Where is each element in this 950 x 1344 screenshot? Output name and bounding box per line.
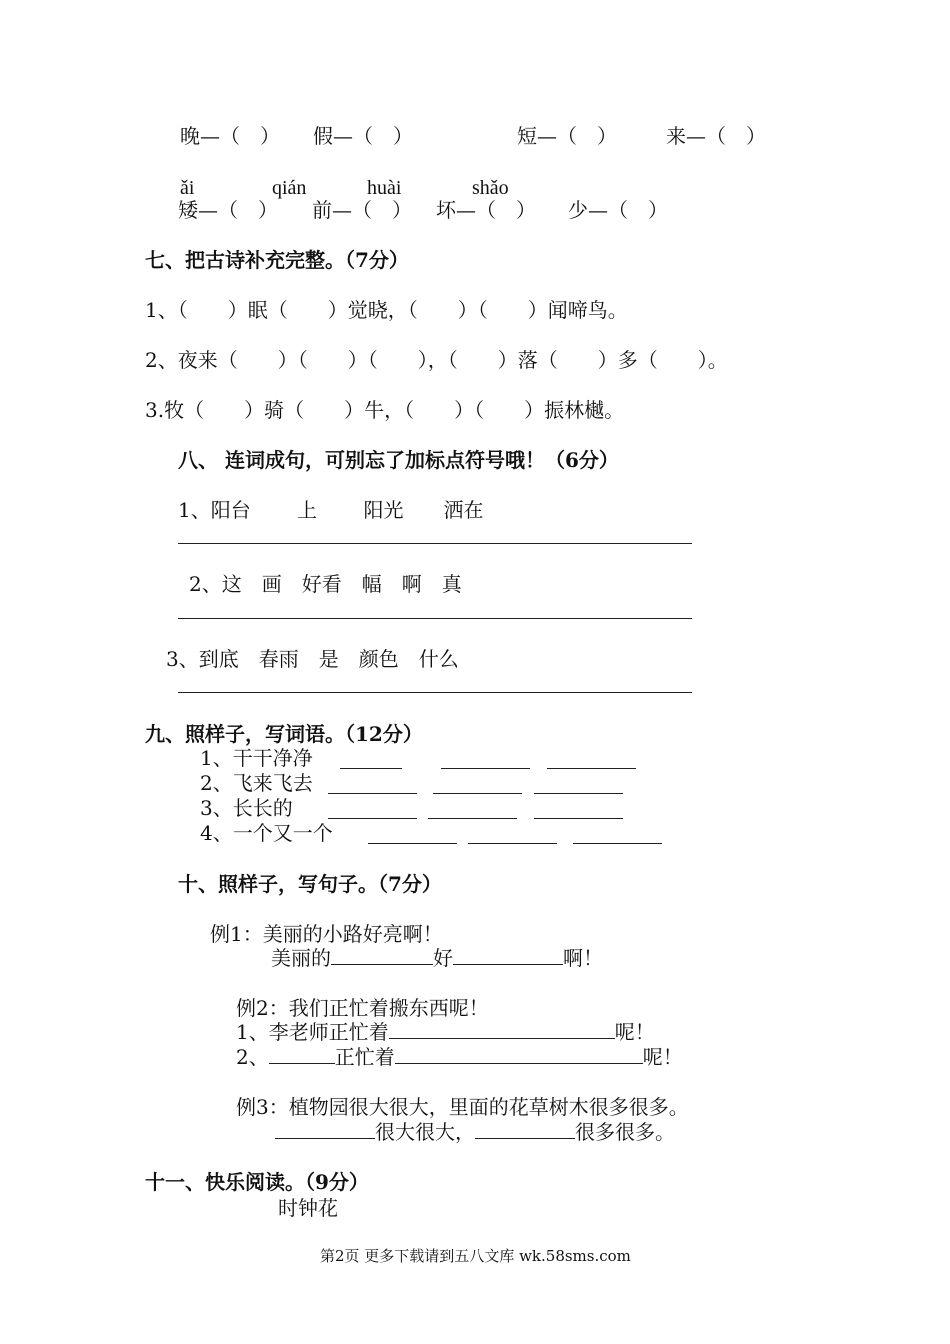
answer-blank[interactable] — [453, 946, 563, 965]
answer-line[interactable] — [534, 818, 623, 819]
fill-sentence: 1、李老师正忙着 呢！ — [236, 1020, 655, 1044]
section-heading: 七、把古诗补充完整。（7分） — [145, 248, 409, 272]
example-word: 1、干干净净 — [200, 746, 313, 770]
poem-line: 2、夜来（ ）（ ）（ ），（ ）落（ ）多（ ）。 — [145, 348, 728, 372]
section-heading: 十、照样子，写句子。（7分） — [178, 872, 442, 896]
antonym-item: 来—（ ） — [666, 124, 766, 148]
answer-line[interactable] — [534, 793, 623, 794]
answer-blank[interactable] — [395, 1045, 643, 1064]
fill-sentence: 2、 正忙着 呢！ — [236, 1045, 683, 1069]
example-sentence: 例3：植物园很大很大，里面的花草树木很多很多。 — [236, 1095, 689, 1119]
antonym-item: 晚—（ ） — [180, 124, 280, 148]
antonym-item: 坏—（ ） — [436, 198, 536, 222]
answer-line[interactable] — [328, 793, 417, 794]
answer-line[interactable] — [368, 843, 457, 844]
answer-line[interactable] — [178, 692, 692, 693]
example-word: 3、长长的 — [200, 796, 293, 820]
pinyin-label: qián — [272, 177, 307, 199]
pinyin-label: shǎo — [472, 177, 509, 199]
antonym-item: 少—（ ） — [568, 198, 668, 222]
pinyin-label: huài — [367, 177, 402, 199]
antonym-item: 假—（ ） — [313, 124, 413, 148]
page-footer: 第2页 更多下载请到五八文库 wk.58sms.com — [320, 1247, 631, 1265]
pinyin-label: ǎi — [180, 177, 195, 199]
section-heading: 九、照样子，写词语。（12分） — [145, 722, 423, 746]
answer-line[interactable] — [178, 543, 692, 544]
word-list: 1、阳台 上 阳光 洒在 — [178, 498, 484, 522]
word-list: 3、到底 春雨 是 颜色 什么 — [166, 647, 459, 671]
answer-line[interactable] — [433, 793, 522, 794]
example-sentence: 例1：美丽的小路好亮啊！ — [210, 922, 443, 946]
antonym-item: 短—（ ） — [517, 124, 617, 148]
answer-line[interactable] — [547, 768, 636, 769]
answer-line[interactable] — [178, 618, 692, 619]
word-list: 2、这 画 好看 幅 啊 真 — [189, 572, 462, 596]
antonym-item: 矮—（ ） — [178, 198, 278, 222]
example-sentence: 例2：我们正忙着搬东西呢！ — [236, 996, 489, 1020]
answer-line[interactable] — [428, 818, 517, 819]
answer-line[interactable] — [573, 843, 662, 844]
answer-blank[interactable] — [269, 1045, 335, 1064]
answer-blank[interactable] — [275, 1120, 375, 1139]
answer-blank[interactable] — [331, 946, 433, 965]
reading-title: 时钟花 — [278, 1196, 338, 1220]
section-heading: 八、 连词成句，可别忘了加标点符号哦！（6分） — [178, 448, 619, 472]
poem-line: 3.牧（ ）骑（ ）牛，（ ）（ ）振林樾。 — [145, 398, 625, 422]
section-heading: 十一、快乐阅读。（9分） — [145, 1170, 369, 1194]
answer-line[interactable] — [340, 768, 402, 769]
answer-line[interactable] — [441, 768, 530, 769]
fill-sentence: 很大很大， 很多很多。 — [275, 1120, 675, 1144]
example-word: 4、一个又一个 — [200, 821, 333, 845]
answer-blank[interactable] — [389, 1020, 615, 1039]
answer-line[interactable] — [328, 818, 417, 819]
answer-line[interactable] — [468, 843, 557, 844]
antonym-item: 前—（ ） — [312, 198, 412, 222]
example-word: 2、飞来飞去 — [200, 771, 313, 795]
poem-line: 1、（ ）眠（ ）觉晓，（ ）（ ）闻啼鸟。 — [145, 298, 628, 322]
answer-blank[interactable] — [475, 1120, 575, 1139]
fill-sentence: 美丽的 好 啊！ — [271, 946, 603, 970]
